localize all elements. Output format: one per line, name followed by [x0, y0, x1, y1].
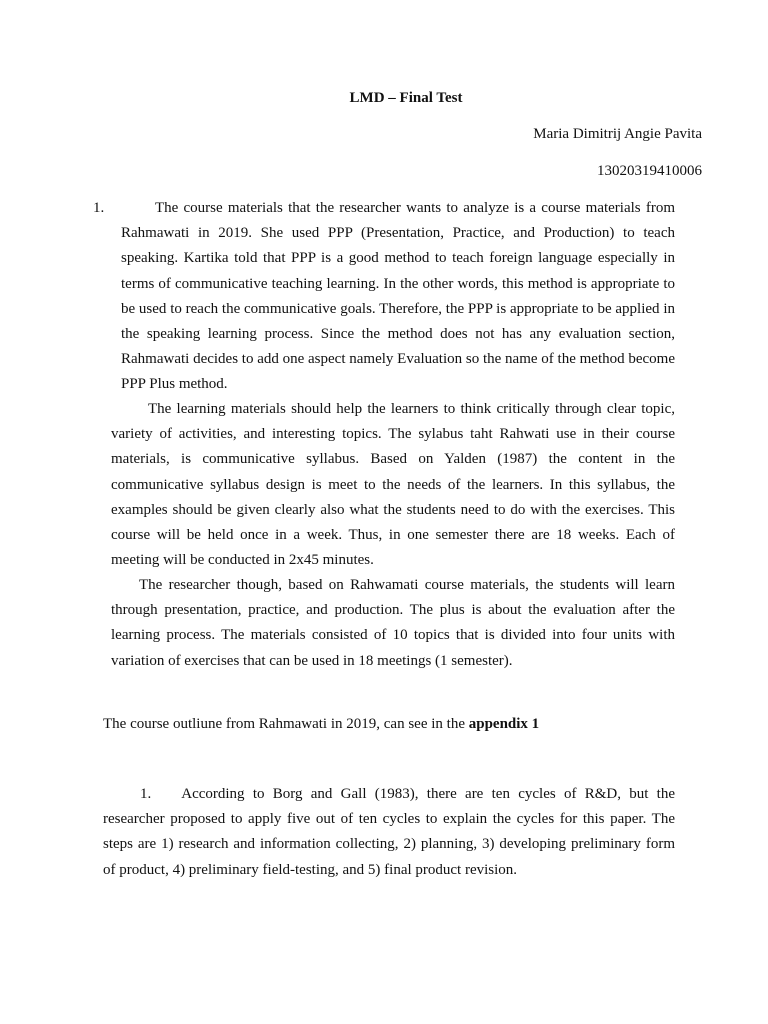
appendix-reference: appendix 1	[468, 716, 540, 732]
student-id: 13020319410006	[597, 163, 702, 179]
course-outline-note	[103, 714, 539, 734]
author-name: Maria Dimitrij Angie Pavita	[533, 126, 702, 142]
course-outline-text: The course outliune from Rahmawati in 2019, can see in the	[103, 716, 469, 732]
document-title: LMD – Final Test	[349, 90, 463, 106]
paragraph-learning-materials: The learning materials should help the learners to think critically through clear topic, variety of activities, and interesting topics. The sylabus taht Rahwati use in their course materials, is communicative syllabus. Based on Yalden (1987) the content in the communicative syllabus design is meet to the needs of the learners. In this syllabus, the examples should be given clearly also what the students need to do with the exercises. This course will be held once in a week. Thus, in one semester there are 18 weeks. Each of meeting will be conducted in 2x45 minutes.	[111, 401, 675, 569]
rnd-cycles-text: According to Borg and Gall (1983), there are ten cycles of R&D, but the researcher proposed to apply five out of ten cycles to explain the cycles for this paper. The steps are 1) research and information collecting, 2) planning, 3) developing preliminary form of product, 4) preliminary field-testing, and 5) final product revision.	[103, 786, 675, 878]
paragraph-researcher-thoughts: The researcher though, based on Rahwamati course materials, the students will learn through presentation, practice, and production. The plus is about the evaluation after the learning process. The materials consisted of 10 topics that is divided into four units with variation of exercises that can be used in 18 meetings (1 semester).	[111, 577, 675, 669]
item-number-2: 1.	[140, 786, 152, 802]
item-number-1: 1.	[93, 200, 105, 216]
paragraph-rnd-cycles	[103, 782, 675, 883]
paragraph-course-materials: The course materials that the researcher wants to analyze is a course materials from Rahmawati in 2019. She used PPP (Presentation, Practice, and Production) to teach speaking. Kartika told that PPP is a good method to teach foreign language especially in terms of communicative teaching learning. In the other words, this method is appropriate to be used to reach the communicative goals. Therefore, the PPP is appropriate to be applied in the speaking learning process. Since the method does not has any evaluation section, Rahmawati decides to add one aspect namely Evaluation so the name of the method become PPP Plus method.	[121, 200, 675, 393]
